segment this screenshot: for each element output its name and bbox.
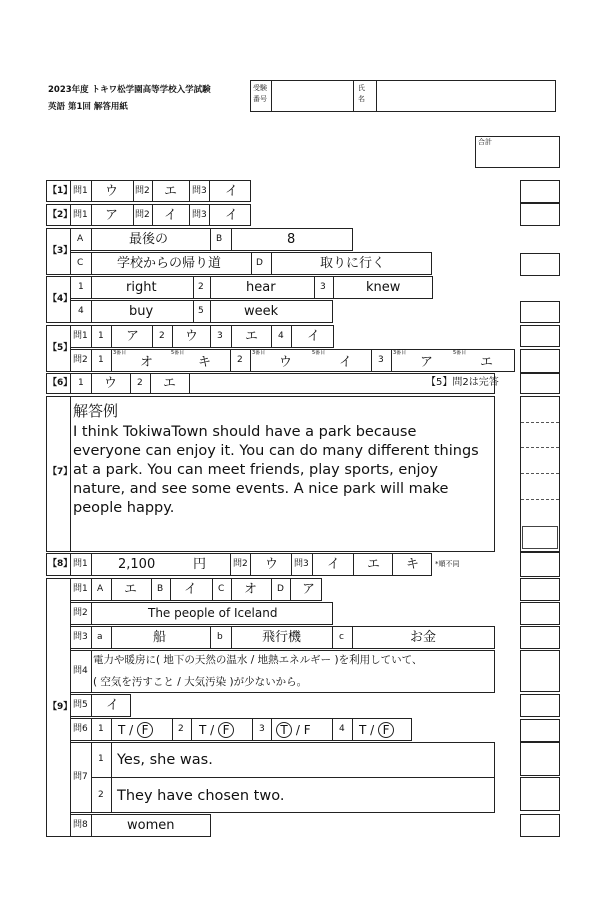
section-6-label: 【6】	[48, 378, 73, 388]
answer-3-a[interactable]: 最後の	[129, 232, 169, 247]
circled-answer: F	[378, 722, 394, 738]
answer-1-1[interactable]: ウ	[105, 184, 119, 199]
answer-4-4[interactable]: buy	[129, 304, 154, 319]
answer-5-2-2b[interactable]: イ	[339, 355, 353, 370]
answer-8-3a[interactable]: イ	[327, 557, 341, 572]
tf-answer-2[interactable]: T / F	[199, 722, 234, 738]
answer-9-1b[interactable]: イ	[184, 582, 198, 597]
score-box[interactable]	[520, 742, 560, 776]
answer-4-3[interactable]: knew	[366, 280, 401, 295]
essay-line: I think TokiwaTown should have a park because	[73, 424, 417, 440]
total-label: 合計	[478, 138, 492, 146]
answer-5-2-1a[interactable]: オ	[140, 355, 154, 370]
answer-5-2-3a[interactable]: ア	[420, 355, 434, 370]
answer-8-1[interactable]: 2,100	[118, 557, 156, 572]
answer-4-2[interactable]: hear	[246, 280, 276, 295]
score-box[interactable]	[520, 626, 560, 649]
answer-5-2-2a[interactable]: ウ	[279, 355, 293, 370]
score-box[interactable]	[520, 694, 560, 717]
answer-9-8[interactable]: women	[127, 818, 175, 833]
answer-6-1[interactable]: ウ	[104, 376, 118, 391]
tf-answer-1[interactable]: T / F	[118, 722, 153, 738]
answer-9-1d[interactable]: ア	[302, 582, 316, 597]
answer-9-1a[interactable]: エ	[124, 582, 138, 597]
name-field[interactable]	[377, 81, 555, 111]
score-box[interactable]	[520, 814, 560, 837]
essay-heading: 解答例	[73, 402, 119, 420]
score-box[interactable]	[520, 253, 560, 276]
answer-9-5[interactable]: イ	[106, 698, 120, 713]
name-label: 氏	[358, 84, 365, 92]
section-1-label: 【1】	[48, 186, 73, 196]
answer-9-4-line2[interactable]: ( 空気を汚すこと / 大気汚染 )が少ないから。	[93, 676, 308, 688]
score-box[interactable]	[520, 349, 560, 373]
answer-3-b[interactable]: 8	[287, 232, 296, 247]
answer-2-3[interactable]: イ	[225, 208, 239, 223]
answer-5-1-4[interactable]: イ	[307, 329, 321, 344]
section-8-label: 【8】	[48, 559, 73, 569]
answer-8-3b[interactable]: エ	[367, 557, 381, 572]
score-box[interactable]	[520, 602, 560, 625]
answer-6-2[interactable]: エ	[163, 376, 177, 391]
answer-8-3c[interactable]: キ	[406, 557, 420, 572]
answer-4-5[interactable]: week	[244, 304, 279, 319]
score-box[interactable]	[520, 373, 560, 394]
circled-answer: F	[218, 722, 234, 738]
essay-line: at a park. You can meet friends, play sports, enjoy	[73, 462, 438, 478]
answer-9-7-2[interactable]: They have chosen two.	[117, 788, 285, 804]
answer-5-1-1[interactable]: ア	[126, 329, 140, 344]
answer-2-1[interactable]: ア	[105, 208, 119, 223]
score-box[interactable]	[520, 552, 560, 577]
score-box[interactable]	[520, 650, 560, 692]
note-5-2-complete: 【5】問2は完答	[426, 377, 499, 388]
answer-9-4-line1[interactable]: 電力や暖房に( 地下の天然の温水 / 地熱エネルギー )を利用していて、	[93, 654, 423, 666]
note-any-order: *順不同	[435, 560, 460, 568]
essay-line: people happy.	[73, 500, 175, 516]
score-box[interactable]	[520, 719, 560, 742]
answer-9-2[interactable]: The people of Iceland	[148, 606, 278, 620]
score-box[interactable]	[520, 203, 560, 226]
score-box[interactable]	[520, 301, 560, 323]
exam-number-label: 受験	[253, 84, 267, 92]
answer-5-2-3b[interactable]: エ	[480, 355, 494, 370]
score-box[interactable]	[520, 325, 560, 347]
section-4-label: 【4】	[48, 294, 73, 304]
answer-1-2[interactable]: エ	[164, 184, 178, 199]
score-box[interactable]	[520, 578, 560, 601]
section-5-label: 【5】	[48, 343, 73, 353]
section-3-label: 【3】	[48, 246, 73, 256]
score-box[interactable]	[520, 180, 560, 203]
essay-line: everyone can enjoy it. You can do many different things	[73, 443, 479, 459]
answer-8-2[interactable]: ウ	[265, 557, 279, 572]
essay-line: nature, and see some events. A nice park will make	[73, 481, 449, 497]
answer-1-3[interactable]: イ	[225, 184, 239, 199]
answer-5-1-2[interactable]: ウ	[185, 329, 199, 344]
answer-5-1-3[interactable]: エ	[245, 329, 259, 344]
answer-3-d[interactable]: 取りに行く	[320, 256, 386, 271]
answer-2-2[interactable]: イ	[164, 208, 178, 223]
answer-3-c[interactable]: 学校からの帰り道	[117, 256, 222, 271]
answer-9-3b[interactable]: 飛行機	[262, 630, 302, 645]
exam-title: 2023年度 トキワ松学園高等学校入学試験	[48, 85, 211, 95]
section-2-label: 【2】	[48, 210, 73, 220]
answer-5-2-1b[interactable]: キ	[198, 355, 212, 370]
answer-9-3c[interactable]: お金	[410, 630, 437, 645]
section-7-label: 【7】	[48, 467, 73, 477]
score-box[interactable]	[520, 777, 560, 811]
tf-answer-4[interactable]: T / F	[359, 722, 394, 738]
tf-answer-3[interactable]: T / F	[276, 722, 311, 738]
answer-4-1[interactable]: right	[126, 280, 157, 295]
circled-answer: F	[137, 722, 153, 738]
section-9-label: 【9】	[48, 702, 73, 712]
answer-9-7-1[interactable]: Yes, she was.	[117, 752, 213, 768]
answer-9-3a[interactable]: 船	[153, 630, 167, 645]
circled-answer: T	[276, 722, 292, 738]
exam-number-field[interactable]	[272, 81, 352, 111]
answer-9-1c[interactable]: オ	[244, 582, 258, 597]
exam-subtitle: 英語 第1回 解答用紙	[48, 102, 128, 112]
